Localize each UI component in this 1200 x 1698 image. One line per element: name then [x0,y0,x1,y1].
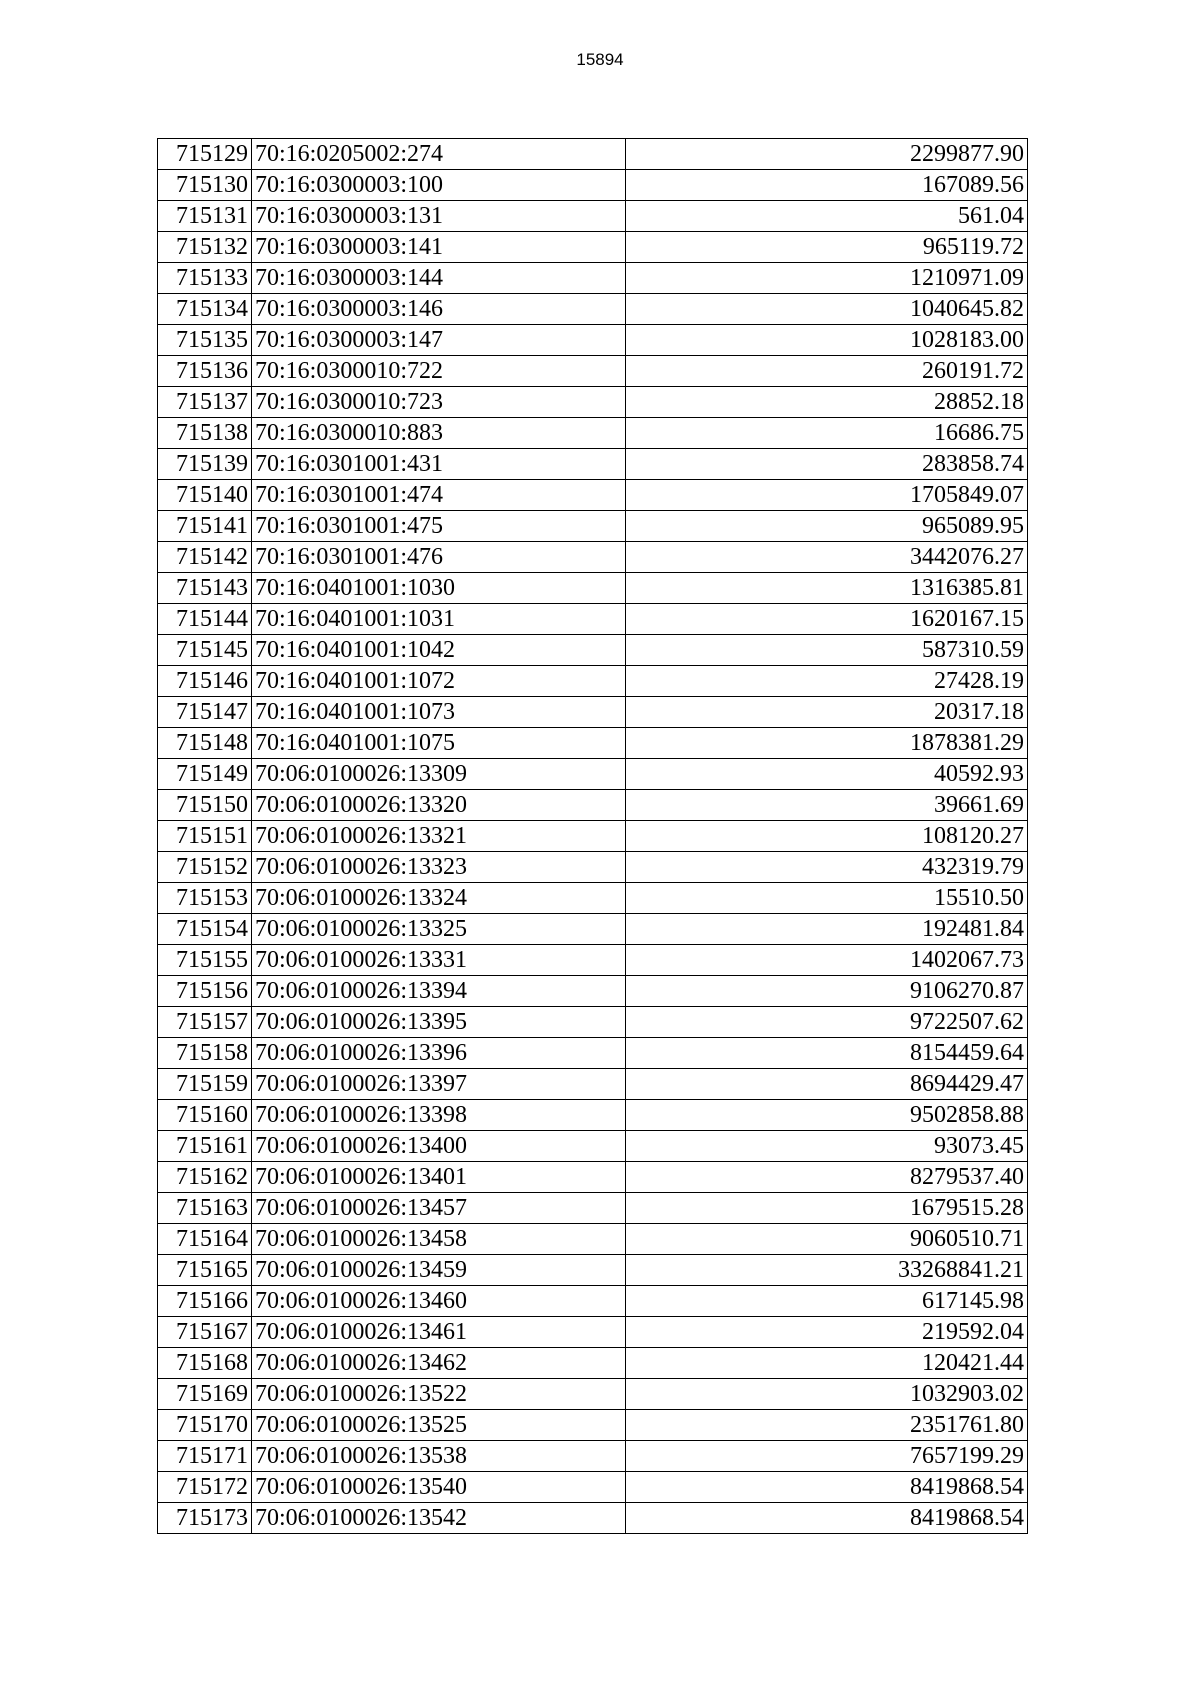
row-number-cell: 715157 [158,1007,252,1038]
cadastral-value-cell: 561.04 [626,201,1028,232]
table-row [158,1224,1028,1255]
cadastral-value-cell: 2351761.80 [626,1410,1028,1441]
row-number-cell: 715132 [158,232,252,263]
table-row [158,852,1028,883]
row-number-cell: 715144 [158,604,252,635]
cadastral-value-cell: 8154459.64 [626,1038,1028,1069]
row-number-cell: 715164 [158,1224,252,1255]
table-row [158,480,1028,511]
cadastral-value-cell: 192481.84 [626,914,1028,945]
cadastral-number-cell: 70:06:0100026:13522 [252,1379,626,1410]
row-number-cell: 715131 [158,201,252,232]
table-row [158,1100,1028,1131]
table-row [158,573,1028,604]
table-row [158,232,1028,263]
cadastral-value-cell: 2299877.90 [626,139,1028,170]
cadastral-value-cell: 120421.44 [626,1348,1028,1379]
table-row [158,201,1028,232]
cadastral-number-cell: 70:06:0100026:13457 [252,1193,626,1224]
cadastral-value-cell: 1402067.73 [626,945,1028,976]
cadastral-value-cell: 1040645.82 [626,294,1028,325]
row-number-cell: 715148 [158,728,252,759]
table-row [158,728,1028,759]
cadastral-number-cell: 70:06:0100026:13525 [252,1410,626,1441]
cadastral-number-cell: 70:16:0301001:474 [252,480,626,511]
table-row [158,604,1028,635]
table-row [158,1162,1028,1193]
row-number-cell: 715153 [158,883,252,914]
table-row [158,759,1028,790]
row-number-cell: 715167 [158,1317,252,1348]
cadastral-number-cell: 70:06:0100026:13400 [252,1131,626,1162]
table-row [158,449,1028,480]
table-row [158,1503,1028,1534]
row-number-cell: 715141 [158,511,252,542]
cadastral-number-cell: 70:06:0100026:13321 [252,821,626,852]
table-row [158,1441,1028,1472]
table-row [158,263,1028,294]
row-number-cell: 715150 [158,790,252,821]
cadastral-value-cell: 7657199.29 [626,1441,1028,1472]
row-number-cell: 715171 [158,1441,252,1472]
cadastral-value-cell: 40592.93 [626,759,1028,790]
table-row [158,821,1028,852]
cadastral-value-cell: 1679515.28 [626,1193,1028,1224]
row-number-cell: 715161 [158,1131,252,1162]
cadastral-number-cell: 70:06:0100026:13460 [252,1286,626,1317]
table-row [158,1255,1028,1286]
cadastral-value-cell: 1705849.07 [626,480,1028,511]
cadastral-value-cell: 9722507.62 [626,1007,1028,1038]
table-row [158,1410,1028,1441]
row-number-cell: 715138 [158,418,252,449]
cadastral-value-cell: 219592.04 [626,1317,1028,1348]
table-row [158,294,1028,325]
cadastral-value-cell: 108120.27 [626,821,1028,852]
table-row [158,542,1028,573]
cadastral-value-cell: 587310.59 [626,635,1028,666]
cadastral-number-cell: 70:06:0100026:13324 [252,883,626,914]
cadastral-value-cell: 28852.18 [626,387,1028,418]
cadastral-number-cell: 70:16:0401001:1031 [252,604,626,635]
cadastral-value-cell: 617145.98 [626,1286,1028,1317]
cadastral-value-cell: 1620167.15 [626,604,1028,635]
row-number-cell: 715155 [158,945,252,976]
table-body [158,139,1028,1534]
cadastral-number-cell: 70:06:0100026:13462 [252,1348,626,1379]
cadastral-value-cell: 20317.18 [626,697,1028,728]
row-number-cell: 715137 [158,387,252,418]
cadastral-number-cell: 70:06:0100026:13458 [252,1224,626,1255]
cadastral-number-cell: 70:16:0300003:147 [252,325,626,356]
row-number-cell: 715160 [158,1100,252,1131]
row-number-cell: 715136 [158,356,252,387]
table-row [158,511,1028,542]
table-row [158,1007,1028,1038]
table-row [158,387,1028,418]
table-row [158,356,1028,387]
table-row [158,883,1028,914]
cadastral-value-cell: 8279537.40 [626,1162,1028,1193]
cadastral-number-cell: 70:06:0100026:13398 [252,1100,626,1131]
table-row [158,170,1028,201]
cadastral-value-cell: 965089.95 [626,511,1028,542]
cadastral-number-cell: 70:16:0401001:1030 [252,573,626,604]
table-row [158,1131,1028,1162]
row-number-cell: 715158 [158,1038,252,1069]
cadastral-value-cell: 8419868.54 [626,1472,1028,1503]
cadastral-value-cell: 16686.75 [626,418,1028,449]
cadastral-number-cell: 70:06:0100026:13309 [252,759,626,790]
cadastral-value-cell: 8694429.47 [626,1069,1028,1100]
cadastral-number-cell: 70:16:0300003:100 [252,170,626,201]
cadastral-value-cell: 1878381.29 [626,728,1028,759]
table-row [158,635,1028,666]
cadastral-value-cell: 432319.79 [626,852,1028,883]
cadastral-value-cell: 283858.74 [626,449,1028,480]
row-number-cell: 715154 [158,914,252,945]
cadastral-number-cell: 70:06:0100026:13540 [252,1472,626,1503]
table-row [158,1286,1028,1317]
cadastral-number-cell: 70:16:0401001:1072 [252,666,626,697]
cadastral-number-cell: 70:06:0100026:13396 [252,1038,626,1069]
row-number-cell: 715146 [158,666,252,697]
cadastral-value-cell: 965119.72 [626,232,1028,263]
cadastral-value-cell: 260191.72 [626,356,1028,387]
cadastral-number-cell: 70:16:0300010:722 [252,356,626,387]
cadastral-value-cell: 167089.56 [626,170,1028,201]
row-number-cell: 715149 [158,759,252,790]
cadastral-value-cell: 27428.19 [626,666,1028,697]
cadastral-number-cell: 70:16:0300010:723 [252,387,626,418]
cadastral-number-cell: 70:06:0100026:13461 [252,1317,626,1348]
table-row [158,945,1028,976]
cadastral-number-cell: 70:16:0300003:131 [252,201,626,232]
row-number-cell: 715143 [158,573,252,604]
cadastral-number-cell: 70:16:0401001:1073 [252,697,626,728]
cadastral-number-cell: 70:16:0301001:476 [252,542,626,573]
row-number-cell: 715134 [158,294,252,325]
row-number-cell: 715173 [158,1503,252,1534]
page-number: 15894 [576,50,624,69]
cadastral-number-cell: 70:16:0301001:475 [252,511,626,542]
row-number-cell: 715133 [158,263,252,294]
row-number-cell: 715170 [158,1410,252,1441]
cadastral-value-cell: 3442076.27 [626,542,1028,573]
cadastral-value-cell: 9060510.71 [626,1224,1028,1255]
cadastral-number-cell: 70:16:0401001:1042 [252,635,626,666]
table-row [158,1317,1028,1348]
row-number-cell: 715159 [158,1069,252,1100]
row-number-cell: 715147 [158,697,252,728]
table-row [158,418,1028,449]
row-number-cell: 715139 [158,449,252,480]
table-row [158,1038,1028,1069]
table-row [158,1069,1028,1100]
cadastral-number-cell: 70:06:0100026:13331 [252,945,626,976]
cadastral-number-cell: 70:06:0100026:13394 [252,976,626,1007]
cadastral-value-cell: 93073.45 [626,1131,1028,1162]
cadastral-number-cell: 70:06:0100026:13395 [252,1007,626,1038]
table-row [158,1193,1028,1224]
cadastral-value-cell: 33268841.21 [626,1255,1028,1286]
cadastral-value-cell: 9106270.87 [626,976,1028,1007]
cadastral-value-cell: 1032903.02 [626,1379,1028,1410]
row-number-cell: 715166 [158,1286,252,1317]
row-number-cell: 715156 [158,976,252,1007]
table-row [158,1379,1028,1410]
row-number-cell: 715169 [158,1379,252,1410]
cadastral-number-cell: 70:16:0300003:146 [252,294,626,325]
row-number-cell: 715129 [158,139,252,170]
table-row [158,697,1028,728]
cadastral-number-cell: 70:06:0100026:13538 [252,1441,626,1472]
table-row [158,790,1028,821]
table-row [158,139,1028,170]
row-number-cell: 715145 [158,635,252,666]
row-number-cell: 715165 [158,1255,252,1286]
table-row [158,914,1028,945]
table-row [158,325,1028,356]
cadastral-number-cell: 70:16:0301001:431 [252,449,626,480]
row-number-cell: 715168 [158,1348,252,1379]
cadastral-number-cell: 70:16:0205002:274 [252,139,626,170]
row-number-cell: 715135 [158,325,252,356]
cadastral-value-table [157,138,1028,1534]
cadastral-value-cell: 1210971.09 [626,263,1028,294]
row-number-cell: 715152 [158,852,252,883]
table-row [158,1348,1028,1379]
cadastral-number-cell: 70:06:0100026:13323 [252,852,626,883]
cadastral-value-cell: 15510.50 [626,883,1028,914]
cadastral-number-cell: 70:06:0100026:13542 [252,1503,626,1534]
cadastral-value-cell: 1316385.81 [626,573,1028,604]
cadastral-value-cell: 1028183.00 [626,325,1028,356]
cadastral-value-cell: 39661.69 [626,790,1028,821]
row-number-cell: 715162 [158,1162,252,1193]
cadastral-number-cell: 70:16:0300003:141 [252,232,626,263]
table-row [158,666,1028,697]
table-row [158,1472,1028,1503]
cadastral-number-cell: 70:16:0300003:144 [252,263,626,294]
cadastral-value-cell: 8419868.54 [626,1503,1028,1534]
table-row [158,976,1028,1007]
cadastral-number-cell: 70:06:0100026:13397 [252,1069,626,1100]
row-number-cell: 715172 [158,1472,252,1503]
row-number-cell: 715142 [158,542,252,573]
row-number-cell: 715130 [158,170,252,201]
cadastral-number-cell: 70:16:0300010:883 [252,418,626,449]
row-number-cell: 715163 [158,1193,252,1224]
cadastral-value-cell: 9502858.88 [626,1100,1028,1131]
cadastral-number-cell: 70:16:0401001:1075 [252,728,626,759]
cadastral-number-cell: 70:06:0100026:13325 [252,914,626,945]
cadastral-number-cell: 70:06:0100026:13320 [252,790,626,821]
row-number-cell: 715151 [158,821,252,852]
cadastral-number-cell: 70:06:0100026:13459 [252,1255,626,1286]
row-number-cell: 715140 [158,480,252,511]
cadastral-number-cell: 70:06:0100026:13401 [252,1162,626,1193]
